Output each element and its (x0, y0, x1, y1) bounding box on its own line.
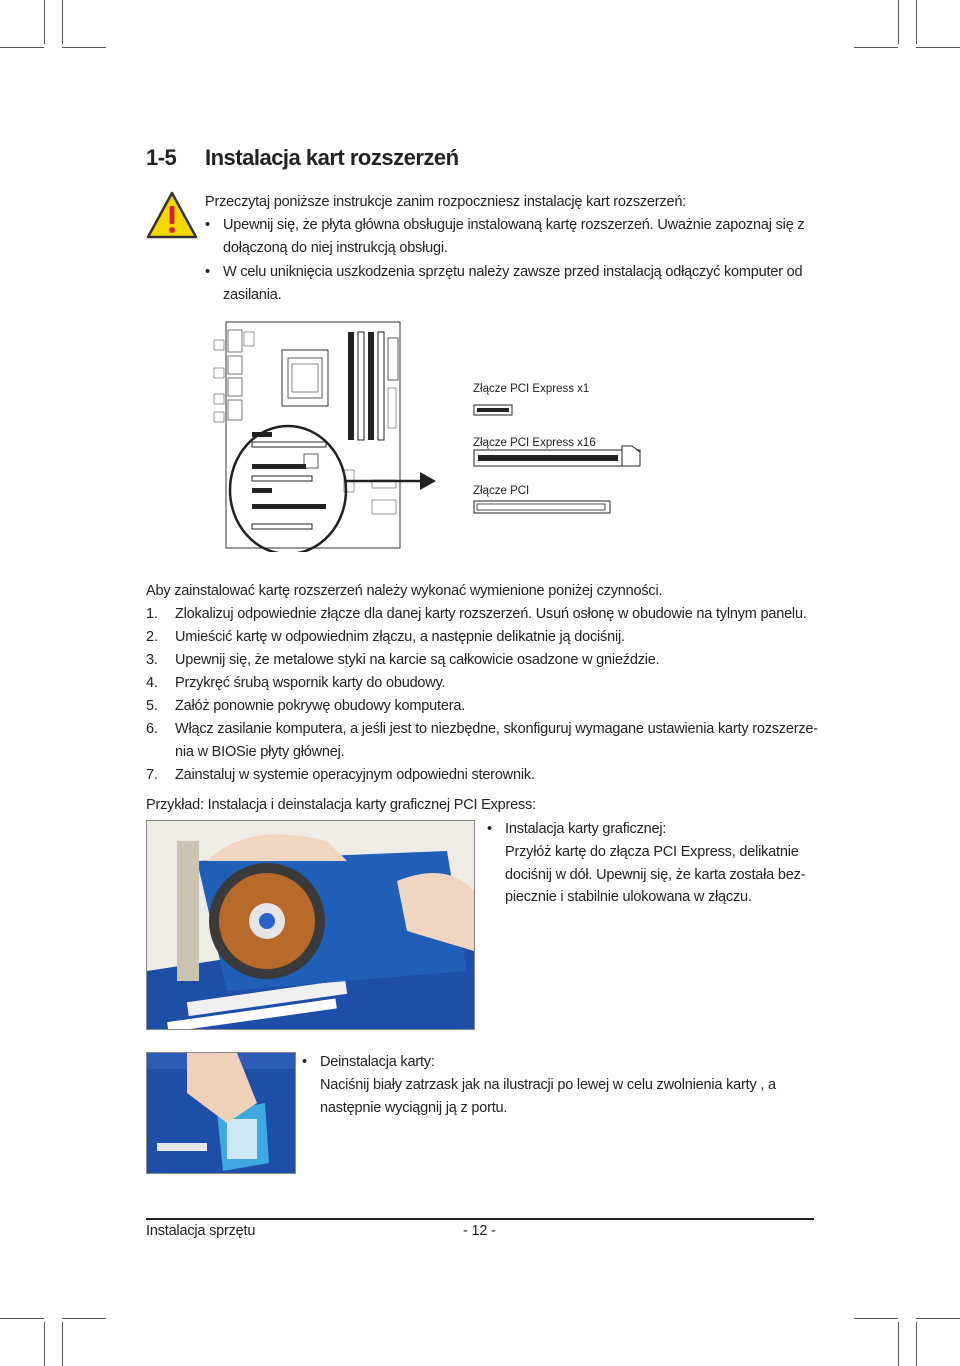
install-title: Instalacja karty graficznej: (505, 821, 667, 837)
warning-bullet: • Upewnij się, że płyta główna obsługuje instalowaną kartę rozszerzeń. Uważnie zapoznaj się z dołączoną do niej instrukcją obsługi. (205, 217, 805, 256)
steps-intro: Aby zainstalować kartę rozszerzeń należy wykonać wymienione poniżej czynności. (146, 583, 663, 599)
warning-bullet: • W celu uniknięcia uszkodzenia sprzętu należy zawsze przed instalacją odłączyć komputer od zasilania. (205, 264, 803, 303)
section-number: 1-5 (146, 145, 177, 170)
uninstall-block: • Deinstalacja karty: Naciśnij biały zatrzask jak na ilustracji po lewej w celu zwolnienia karty , a następnie wyciągnij ją z portu. (302, 1051, 802, 1121)
uninstall-title: Deinstalacja karty: (320, 1054, 435, 1070)
install-block: • Instalacja karty graficznej: Przyłóż kartę do złącza PCI Express, delikatnie dociśnij w dół. Upewnij się, że karta została bez- piecznie i stabilnie ulokowana w złączu. (487, 818, 817, 910)
warning-intro: Przeczytaj poniższe instrukcje zanim rozpoczniesz instalację kart rozszerzeń: (205, 194, 687, 210)
section-title: Instalacja kart rozszerzeń (205, 145, 459, 170)
example-heading: Przykład: Instalacja i deinstalacja karty graficznej PCI Express: (146, 797, 536, 813)
page-number: - 12 - (463, 1223, 496, 1239)
label-pcie-x16: Złącze PCI Express x16 (473, 437, 596, 449)
label-pcie-x1: Złącze PCI Express x1 (473, 383, 590, 395)
footer-section: Instalacja sprzętu (146, 1223, 256, 1239)
photo-gpu-install (146, 820, 475, 1030)
photo-gpu-uninstall (146, 1052, 296, 1174)
warning-icon (146, 190, 198, 245)
label-pci: Złącze PCI (473, 485, 530, 497)
